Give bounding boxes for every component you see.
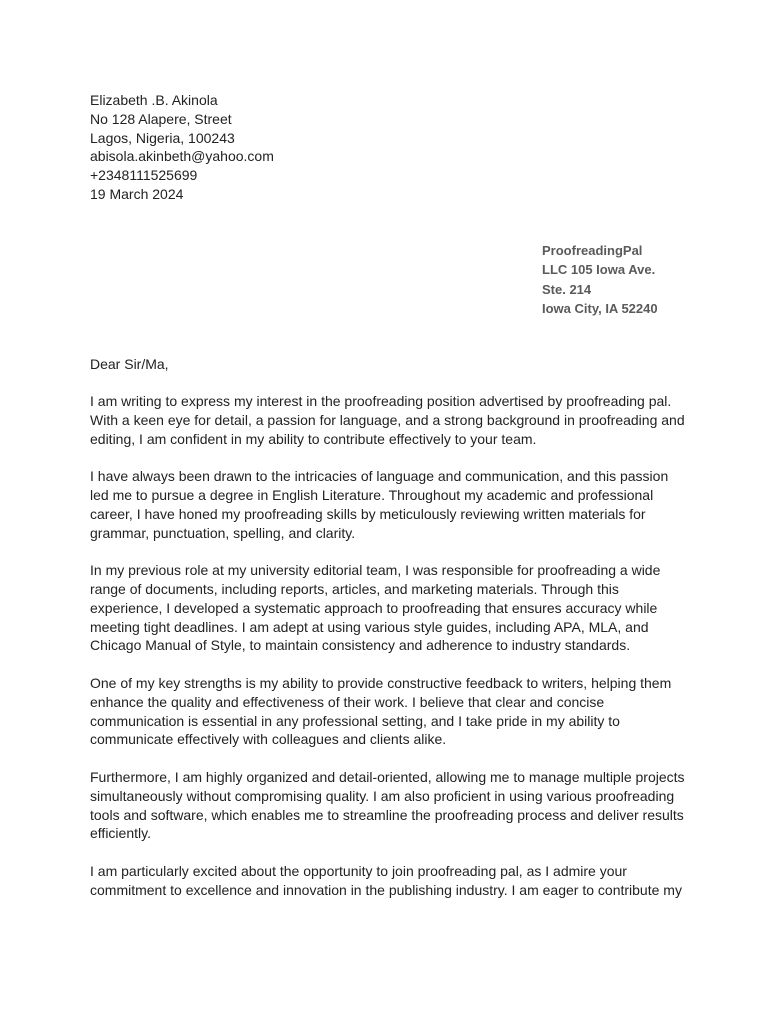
body-line: I am writing to express my interest in the proofreading position advertised by proofreading pal. [90,393,672,409]
recipient-address-line2: Ste. 214 [542,281,592,297]
body-line: career, I have honed my proofreading skills by meticulously reviewing written materials for [90,505,646,522]
body-line: I am particularly excited about the opportunity to join proofreading pal, as I admire your [90,862,627,879]
body-line: editing, I am confident in my ability to contribute effectively to your team. [90,430,537,447]
paragraph-background [90,467,690,542]
body-line: Chicago Manual of Style, to maintain consistency and adherence to industry standards. [90,637,631,654]
recipient-city-state-zip: Iowa City, IA 52240 [542,300,658,316]
recipient-block [542,241,658,318]
body-line: experience, I developed a systematic approach to proofreading that ensures accuracy while [90,599,658,616]
body-line: grammar, punctuation, spelling, and clarity. [90,524,356,541]
body-line: Furthermore, I am highly organized and detail-oriented, allowing me to manage multiple projects [90,768,685,785]
body-line: With a keen eye for detail, a passion for language, and a strong background in proofreading and [90,411,685,428]
letter-date: 19 March 2024 [90,185,184,202]
recipient-address-line1: LLC 105 Iowa Ave. [542,262,656,278]
salutation: Dear Sir/Ma, [90,356,169,372]
recipient-company: ProofreadingPal [542,243,643,258]
body-line: simultaneously without compromising quality. I am also proficient in using various proofreading [90,787,675,804]
body-line: tools and software, which enables me to streamline the proofreading process and deliver results [90,806,684,823]
letter-body [90,392,690,918]
body-line: commitment to excellence and innovation in the publishing industry. I am eager to contribute my [90,881,682,898]
body-line: In my previous role at my university editorial team, I was responsible for proofreading a wide [90,562,661,579]
body-line: led me to pursue a degree in English Literature. Throughout my academic and professional [90,486,654,503]
paragraph-excitement [90,862,690,900]
paragraph-strengths [90,674,690,749]
body-line: One of my key strengths is my ability to provide constructive feedback to writers, helping them [90,674,672,691]
body-line: efficiently. [90,825,151,842]
sender-address-line2: Lagos, Nigeria, 100243 [90,129,235,146]
sender-address-line1: No 128 Alapere, Street [90,110,232,127]
paragraph-organization [90,768,690,843]
body-line: range of documents, including reports, articles, and marketing materials. Through this [90,580,619,597]
body-line: enhance the quality and effectiveness of their work. I believe that clear and concise [90,693,605,710]
body-line: I have always been drawn to the intricacies of language and communication, and this passion [90,468,669,485]
sender-block [90,91,274,204]
paragraph-experience [90,561,690,655]
sender-name: Elizabeth .B. Akinola [90,92,218,108]
sender-email: abisola.akinbeth@yahoo.com [90,148,274,165]
paragraph-intro [90,392,690,448]
body-line: communication is essential in any professional setting, and I take pride in my ability to [90,712,620,729]
body-line: communicate effectively with colleagues and clients alike. [90,731,447,748]
sender-phone: +2348111525699 [90,167,198,184]
body-line: meeting tight deadlines. I am adept at using various style guides, including APA, MLA, and [90,618,649,635]
